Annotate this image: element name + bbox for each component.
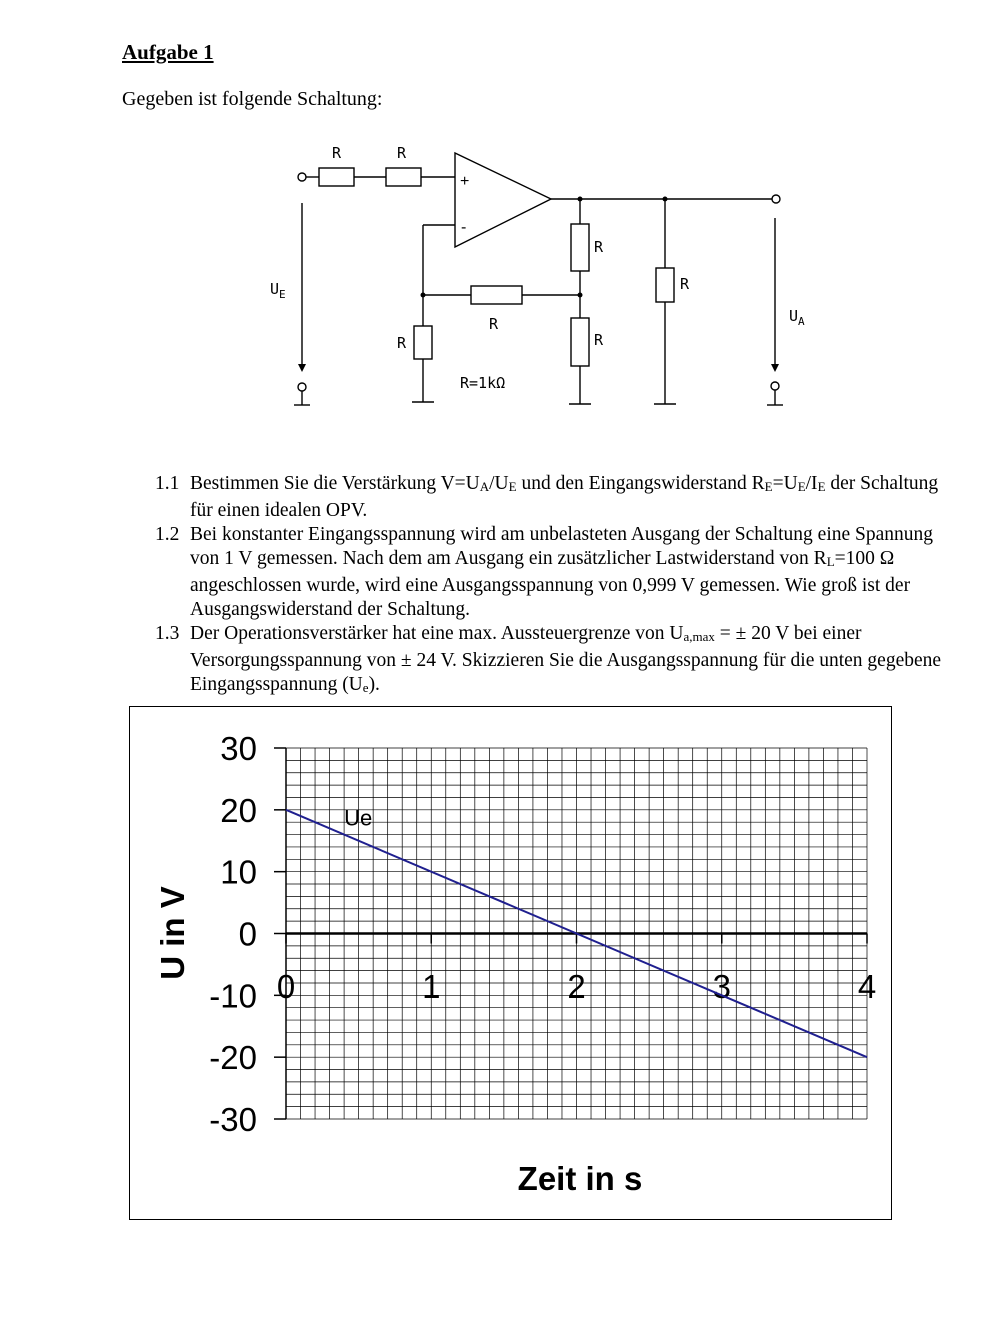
opamp-minus-sign: - <box>461 219 467 236</box>
y-tick-label: -30 <box>209 1101 257 1138</box>
y-tick-label: -20 <box>209 1039 257 1077</box>
intro-text: Gegeben ist folgende Schaltung: <box>122 88 383 110</box>
opamp-plus-sign: + <box>460 173 470 190</box>
series-label-ue: Ue <box>344 805 373 831</box>
label-r1: R <box>332 144 342 162</box>
task-number: 1.1 <box>155 473 180 494</box>
label-r2: R <box>397 144 407 162</box>
label-r-load: R <box>680 275 690 293</box>
y-tick-label: 20 <box>220 791 257 829</box>
x-tick-label: 1 <box>422 968 441 1005</box>
task-number: 1.2 <box>155 524 180 545</box>
x-tick-label: 4 <box>857 968 877 1005</box>
task-text: Bestimmen Sie die Verstärkung $V=U_A/U_E$ und den Eingangswiderstand $R_E=U_E/I_E$ der Schaltung für einen idealen OPV. <box>190 473 939 521</box>
y-tick-label: -10 <box>209 977 257 1015</box>
label-r-divider-top: R <box>594 238 604 256</box>
label-ue: $U_E$ <box>270 280 286 301</box>
y-axis-label: U in V <box>154 886 191 980</box>
task-text: Der Operationsverstärker hat eine max. Aussteuergrenze von $U_{a,max}$ = ± 20 V bei einer Versorgungsspannung von ± 24 V. Skizzieren Sie die Ausgangsspannung für die unten gegebene Eingangsspannung $(U_e)$. <box>190 623 942 695</box>
y-tick-label: 30 <box>220 730 257 767</box>
task-number: 1.3 <box>155 623 180 644</box>
y-tick-label: 10 <box>220 853 257 891</box>
resistor-value-note: R=1kΩ <box>460 374 506 392</box>
x-axis-label: Zeit in s <box>517 1160 643 1197</box>
label-r-ground: R <box>397 334 407 352</box>
y-tick-label: 0 <box>238 915 257 953</box>
task-heading: Aufgabe 1 <box>122 40 214 64</box>
x-tick-label: 3 <box>712 968 731 1005</box>
x-tick-label: 0 <box>276 968 296 1005</box>
task-text: Bei konstanter Eingangsspannung wird am unbelasteten Ausgang der Schaltung eine Spannung von 1 V gemessen. Nach dem am Ausgang ein zusätzlicher Lastwiderstand von $R_L=100$ Ω angeschlossen wurde, wird eine Ausgangsspannung von 0,999 V gemessen. Wie groß ist der Ausgangswiderstand der Schaltung. <box>190 524 934 620</box>
label-ua: $U_A$ <box>789 307 805 328</box>
label-r-feedback: R <box>489 315 499 333</box>
x-tick-label: 2 <box>567 968 586 1005</box>
label-r-divider-bottom: R <box>594 331 604 349</box>
